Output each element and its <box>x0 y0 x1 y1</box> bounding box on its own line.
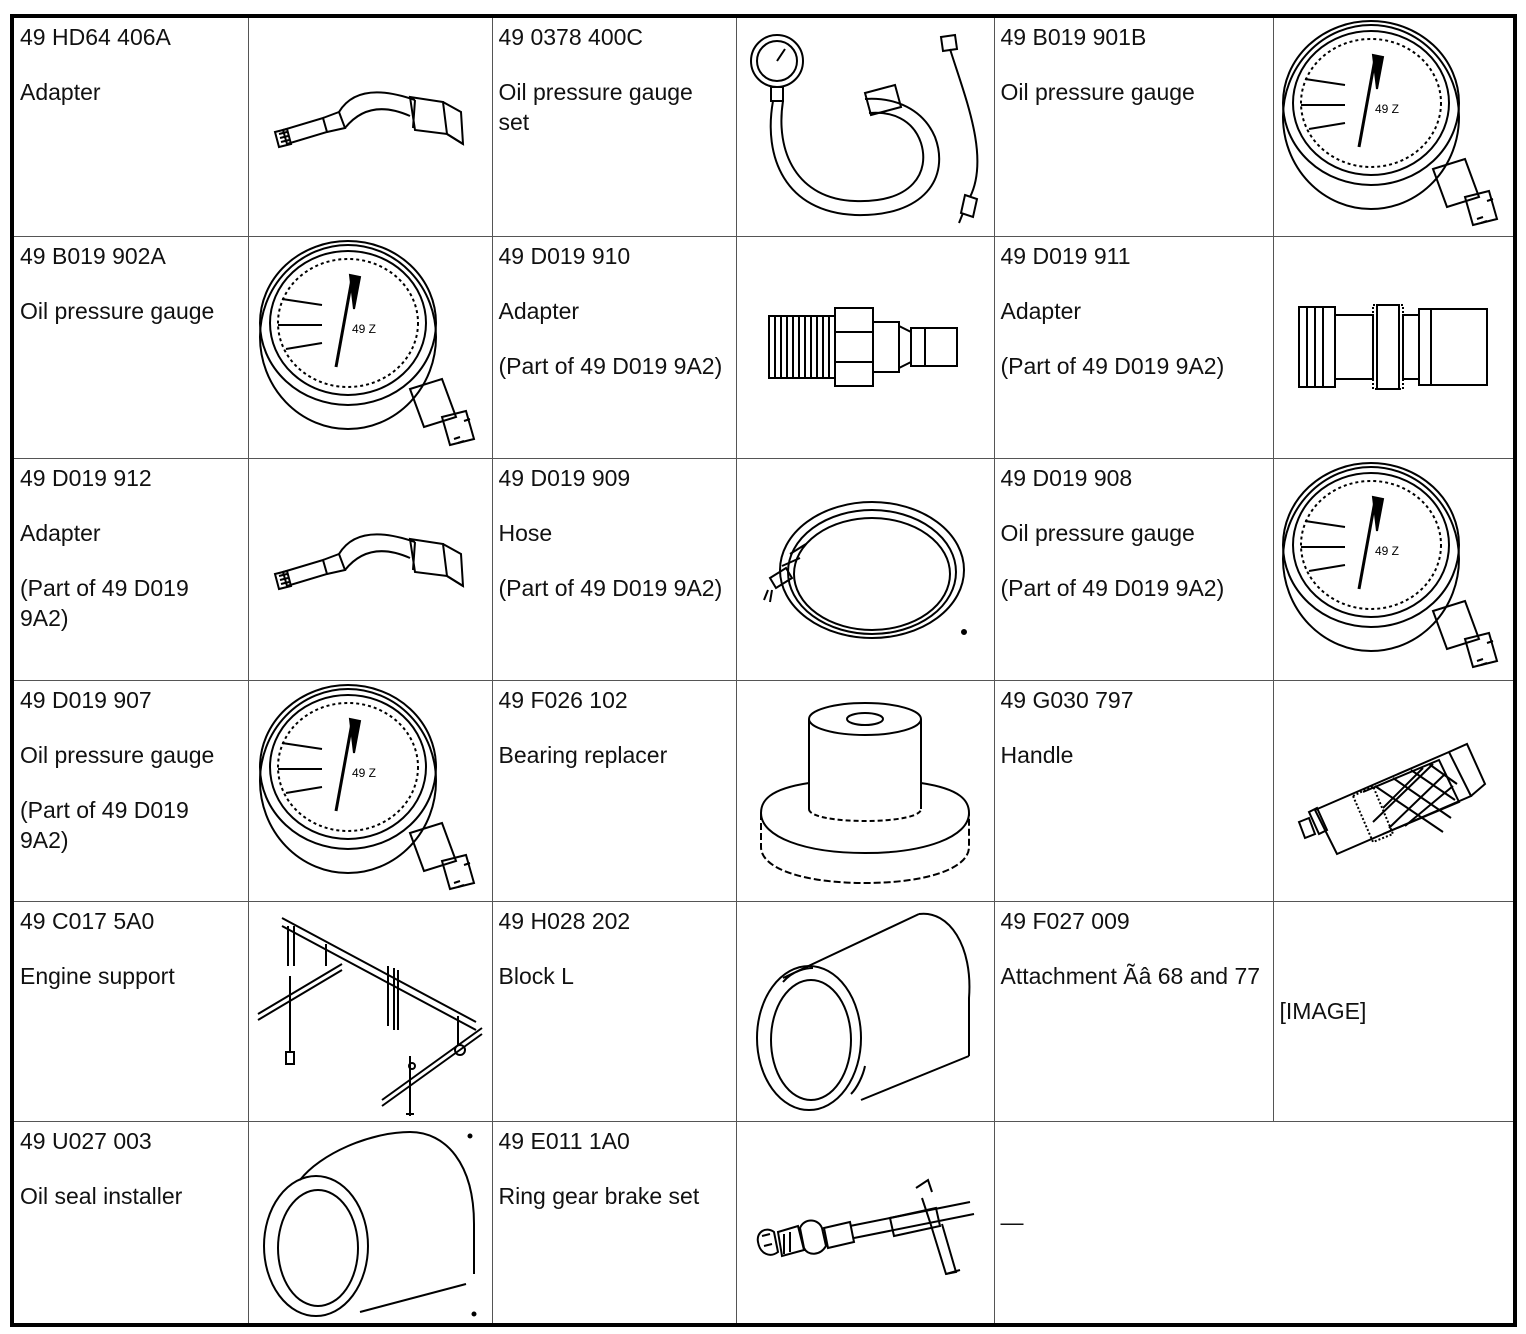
tool-info-cell <box>994 236 1273 458</box>
tool-info-cell <box>12 458 248 680</box>
tool-info-cell <box>492 458 736 680</box>
tool-name: Ring gear brake set <box>498 1182 700 1209</box>
ring-gear-brake-icon <box>750 1162 980 1282</box>
tool-illustration-cell <box>736 680 994 901</box>
tool-info-cell <box>12 901 248 1121</box>
tool-name: Block L <box>498 962 574 989</box>
tool-info-cell <box>994 16 1273 236</box>
tool-name: Hose <box>498 519 553 546</box>
tool-name: Oil pressure gauge <box>1000 519 1195 546</box>
pressure-gauge-icon <box>1275 461 1511 677</box>
tool-number: 49 D019 911 <box>1000 242 1131 269</box>
tool-number: 49 E011 1A0 <box>498 1127 630 1154</box>
tool-number: 49 B019 902A <box>20 242 166 269</box>
tool-note: (Part of 49 D019 9A2) <box>498 574 723 601</box>
tool-name: Oil seal installer <box>20 1182 183 1209</box>
tool-name: Adapter <box>20 519 101 546</box>
tool-info-cell <box>12 1121 248 1325</box>
tool-info-cell <box>12 236 248 458</box>
tool-illustration-cell <box>736 236 994 458</box>
pressure-gauge-icon <box>252 239 488 455</box>
tool-info-cell <box>492 1121 736 1325</box>
tool-illustration-cell <box>736 16 994 236</box>
special-tools-table <box>10 14 1517 1327</box>
tool-illustration-cell <box>1273 458 1515 680</box>
tool-number: 49 D019 910 <box>498 242 631 269</box>
hose-icon <box>760 494 970 644</box>
tool-name: Adapter <box>498 297 580 324</box>
tool-note: (Part of 49 D019 9A2) <box>20 796 189 853</box>
tool-name: Oil pressure gauge <box>20 297 215 324</box>
tool-illustration-cell <box>1273 16 1515 236</box>
tool-number: 49 H028 202 <box>498 907 631 934</box>
svg-text:49 Z: 49 Z <box>352 765 377 780</box>
cylinder-installer-icon <box>260 1124 480 1320</box>
tool-illustration-cell <box>1273 680 1515 901</box>
tool-illustration-cell <box>248 901 492 1121</box>
tool-number: 49 C017 5A0 <box>20 907 155 934</box>
coupler-icon <box>1295 301 1491 393</box>
tool-number: 49 0378 400C <box>498 24 644 50</box>
image-placeholder: [IMAGE] <box>1273 901 1515 1121</box>
tool-note: (Part of 49 D019 9A2) <box>20 574 189 631</box>
tool-illustration-cell <box>248 16 492 236</box>
tool-number: 49 G030 797 <box>1000 686 1134 713</box>
tool-info-cell <box>492 901 736 1121</box>
tool-illustration-cell <box>248 1121 492 1325</box>
tool-number: 49 B019 901B <box>1000 24 1147 50</box>
table-row <box>12 16 1515 236</box>
tool-info-cell <box>492 16 736 236</box>
engine-support-icon <box>252 906 488 1116</box>
tool-number: 49 U027 003 <box>20 1127 152 1154</box>
gauge-set-icon <box>745 27 985 227</box>
table-row <box>12 458 1515 680</box>
table-row <box>12 236 1515 458</box>
tool-illustration-cell <box>736 901 994 1121</box>
table-row <box>12 1121 1515 1325</box>
tool-note: (Part of 49 D019 9A2) <box>1000 574 1225 601</box>
tool-illustration-cell <box>1273 236 1515 458</box>
tool-number: 49 HD64 406A <box>20 24 171 50</box>
empty-cell: — <box>994 1121 1515 1325</box>
tool-illustration-cell <box>248 236 492 458</box>
tool-info-cell <box>994 458 1273 680</box>
tool-info-cell <box>12 16 248 236</box>
svg-text:49 Z: 49 Z <box>1375 544 1400 558</box>
tool-name: Bearing replacer <box>498 741 668 768</box>
table-row <box>12 680 1515 901</box>
tool-number: 49 F026 102 <box>498 686 628 713</box>
tool-number: 49 D019 912 <box>20 464 152 491</box>
tool-name: Adapter <box>20 79 101 105</box>
tool-name: Oil pressure gauge <box>20 741 215 768</box>
tool-name: Attachment Ãâ 68 and 77 <box>1000 962 1261 989</box>
svg-text:49 Z: 49 Z <box>352 322 377 336</box>
tool-number: 49 D019 908 <box>1000 464 1133 491</box>
tool-info-cell <box>12 680 248 901</box>
tool-info-cell <box>994 680 1273 901</box>
tool-name: Handle <box>1000 741 1074 768</box>
tool-illustration-cell <box>736 458 994 680</box>
tool-illustration-cell <box>248 680 492 901</box>
tool-note: (Part of 49 D019 9A2) <box>1000 352 1225 379</box>
cylinder-block-icon <box>753 906 977 1116</box>
tool-number: 49 F027 009 <box>1000 907 1130 934</box>
tool-info-cell <box>492 236 736 458</box>
tool-info-cell <box>994 901 1273 1121</box>
tool-note: (Part of 49 D019 9A2) <box>498 352 723 379</box>
elbow-adapter-icon <box>265 72 475 182</box>
table-row <box>12 901 1515 1121</box>
tool-illustration-cell <box>736 1121 994 1325</box>
pressure-gauge-icon <box>1275 19 1511 235</box>
tool-number: 49 D019 907 <box>20 686 152 713</box>
bearing-replacer-icon <box>757 697 973 885</box>
tool-illustration-cell <box>248 458 492 680</box>
tool-name: Oil pressure gauge set <box>498 79 693 135</box>
tool-name: Engine support <box>20 962 175 989</box>
tool-name: Oil pressure gauge <box>1000 79 1195 105</box>
tool-number: 49 D019 909 <box>498 464 631 491</box>
elbow-adapter-icon <box>265 514 475 624</box>
tool-name: Adapter <box>1000 297 1082 324</box>
straight-adapter-icon <box>765 302 965 392</box>
tool-info-cell <box>492 680 736 901</box>
svg-text:49 Z: 49 Z <box>1375 101 1400 116</box>
handle-icon <box>1293 726 1493 856</box>
pressure-gauge-icon <box>252 683 488 899</box>
